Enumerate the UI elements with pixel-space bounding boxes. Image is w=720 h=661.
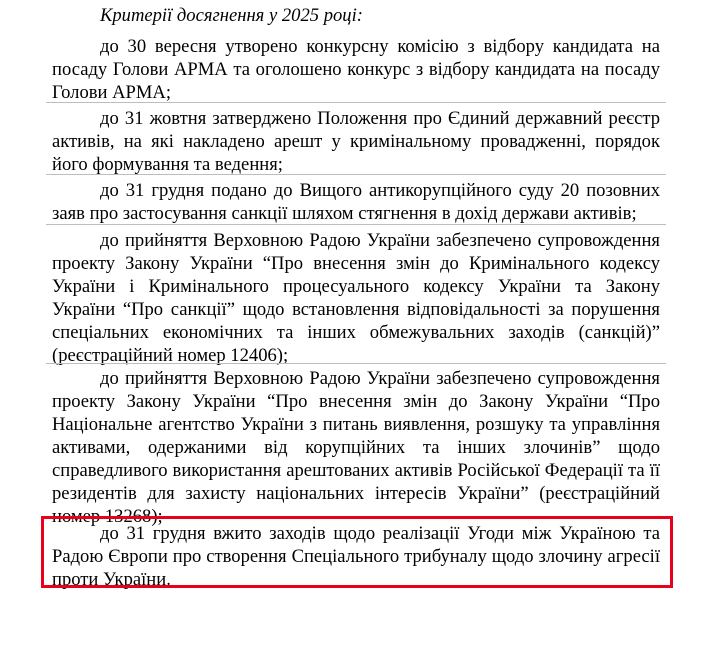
criterion-paragraph-6: до 31 грудня вжито заходів щодо реалізації Угоди між Україною та Радою Європи про створення Спеціального трибуналу щодо злочину агресії проти України. — [52, 523, 660, 590]
separator-3 — [46, 224, 666, 225]
criterion-paragraph-4: до прийняття Верховною Радою України забезпечено супровождення проекту Закону України “Про внесення змін до Кримінального кодексу України і Кримінального процесуального кодексу України та Закону України “Про санкції” щодо встановлення відповідальності за порушення спеціальних економічних та інших обмежувальних заходів (санкцій)” (реєстраційний номер 12406); — [52, 230, 660, 366]
criterion-paragraph-3: до 31 грудня подано до Вищого антикорупційного суду 20 позовних заяв про застосування санкції шляхом стягнення в дохід держави активів; — [52, 180, 660, 224]
criterion-paragraph-1: до 30 вересня утворено конкурсну комісію з відбору кандидата на посаду Голови АРМА та оголошено конкурс з відбору кандидата на посаду Голови АРМА; — [52, 36, 660, 103]
criterion-paragraph-2: до 31 жовтня затверджено Положення про Єдиний державний реєстр активів, на які накладено арешт у кримінальному провадженні, порядок його формування та ведення; — [52, 108, 660, 175]
separator-1 — [46, 102, 666, 103]
separator-2 — [46, 174, 666, 175]
separator-4 — [46, 363, 666, 364]
highlight-box — [41, 516, 673, 588]
criteria-heading: Критерії досягнення у 2025 році: — [100, 5, 363, 26]
criterion-paragraph-5: до прийняття Верховною Радою України забезпечено супровождення проекту Закону України “Про внесення змін до Закону України “Про Національне агентство України з питань виявлення, розшуку та управління активами, одержаними від корупційних та інших злочинів” щодо справедливого використання арештованих активів Російської Федерації та її резидентів для захисту національних інтересів України” (реєстраційний номер 13268); — [52, 368, 660, 527]
